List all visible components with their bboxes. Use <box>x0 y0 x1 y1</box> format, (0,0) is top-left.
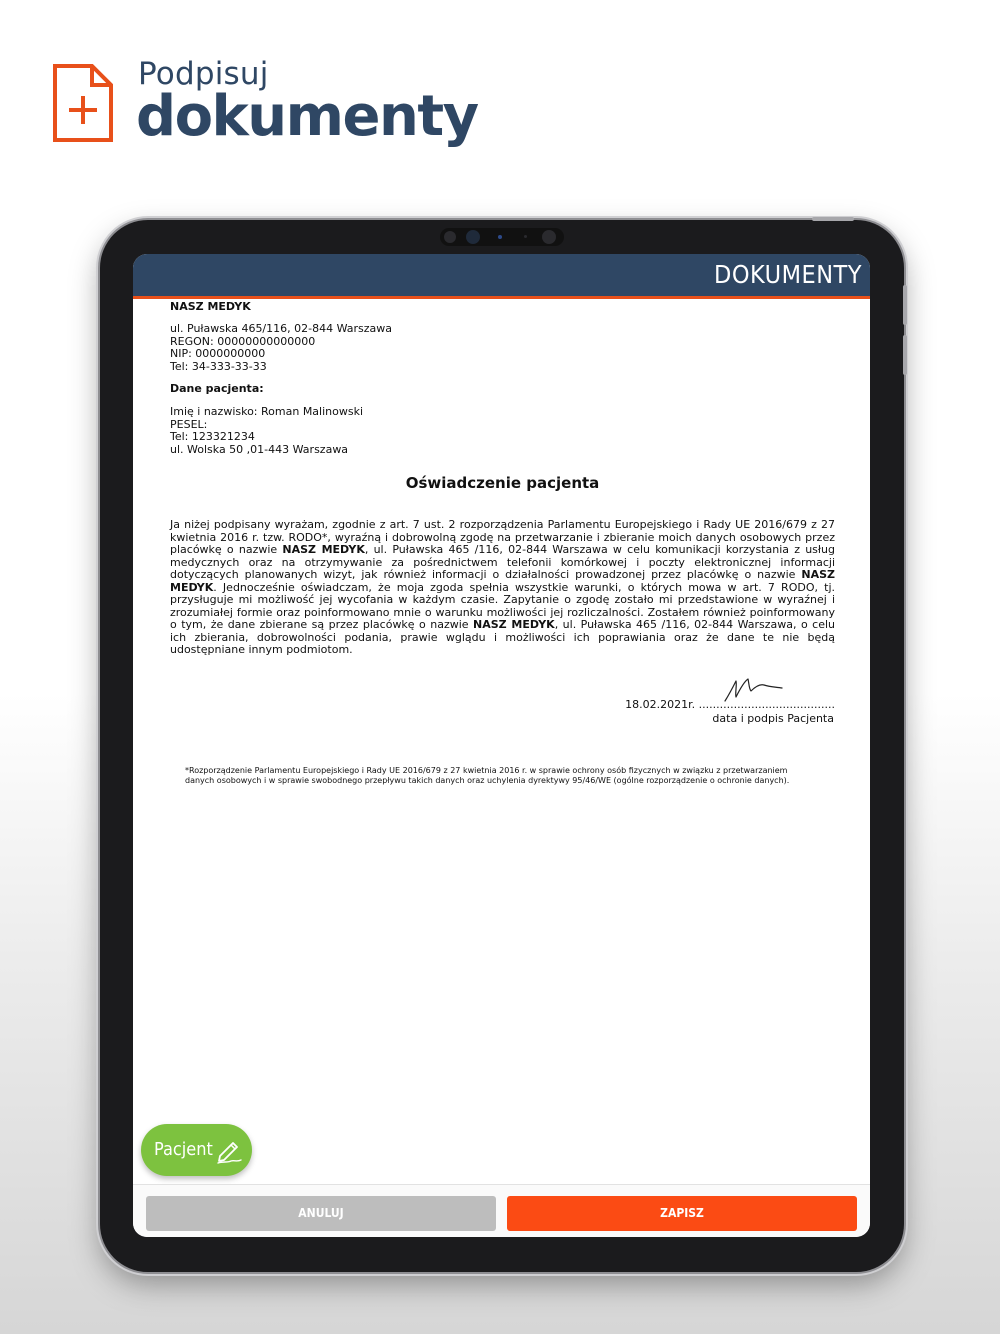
camera-sensor <box>524 235 527 238</box>
signature-date-line: 18.02.2021r. ....................................... <box>625 698 835 711</box>
clinic-nip: NIP: 0000000000 <box>170 347 266 360</box>
camera-sensor <box>498 235 502 239</box>
patient-heading: Dane pacjenta: <box>170 382 264 395</box>
tablet-volume-down-button <box>903 335 907 375</box>
consent-body <box>170 519 835 657</box>
pen-sign-icon <box>215 1136 243 1164</box>
app-header-title: DOKUMENTY <box>714 260 862 289</box>
clinic-phone: Tel: 34-333-33-33 <box>170 359 267 373</box>
camera-lens <box>466 230 480 244</box>
patient-name: Imię i nazwisko: Roman Malinowski <box>170 405 364 418</box>
promo-subtitle: Podpisuj <box>138 56 269 92</box>
document-title: Oświadczenie pacjenta <box>405 474 600 492</box>
body-segment-bold: NASZ MEDYK <box>473 618 555 631</box>
camera-bar <box>440 228 564 246</box>
clinic-details <box>170 323 392 373</box>
clinic-name: NASZ MEDYK <box>170 300 251 313</box>
app-header <box>133 254 870 299</box>
action-bar <box>133 1184 870 1237</box>
body-segment-bold: NASZ MEDYK <box>170 568 835 594</box>
patient-details <box>170 406 363 456</box>
tablet-screen <box>133 254 870 1237</box>
body-segment: Ja niżej podpisany wyrażam, zgodnie z art. 7 ust. 2 rozporządzenia Parlamentu Europejskiego i Rady UE 2016/679 z 27 kwietnia 2016 r. tzw. RODO*, wyraźną i dobrowolną zgodę na przetwarzanie i zbieranie moich danych osobowych przez placówkę o nazwie <box>170 518 835 556</box>
body-segment: . Jednocześnie oświadczam, że moja zgoda spełnia wszystkie warunki, o których mowa w art. 7 RODO, tj. przysługuje mi możliwość jej wycofania w każdym czasie. Zapytanie o zgodę zostało mi przedstawione w wyraźnej i zrozumiałej formie oraz poinformowano mnie o warunku możliwości jej rozliczalności. Zostałem również poinformowany o tym, że dane zbierane są przez placówkę o nazwie <box>170 580 835 631</box>
body-segment: , ul. Puławska 465 /116, 02-844 Warszawa, o celu ich zbierania, dobrowolności podania, prawie wglądu i możliwości ich poprawiania oraz że dane te nie będą udostępniane innym podmiotom. <box>170 618 835 656</box>
patient-phone: Tel: 123321234 <box>170 430 255 443</box>
signature-caption: data i podpis Pacjenta <box>712 712 834 725</box>
tablet-top-button <box>812 217 854 221</box>
patient-sign-button[interactable] <box>141 1124 252 1176</box>
camera-lens <box>444 231 456 243</box>
save-button[interactable]: ZAPISZ <box>507 1196 857 1231</box>
promo-title: dokumenty <box>136 84 478 149</box>
patient-pesel: PESEL: <box>170 417 208 431</box>
camera-lens <box>542 230 556 244</box>
body-segment: , ul. Puławska 465 /116, 02-844 Warszawa w celu komunikacji korzystania z usług medycznych oraz na otrzymywanie za pośrednictwem telefonii komórkowej i poczty elektronicznej informacji dotyczących planowanych wizyt, jak również informacji o działalności prowadzonej przez placówkę o nazwie <box>170 543 835 581</box>
document-plus-icon <box>52 63 114 143</box>
body-segment-bold: NASZ MEDYK <box>282 543 365 556</box>
clinic-address: ul. Puławska 465/116, 02-844 Warszawa <box>170 322 393 335</box>
footnote: *Rozporządzenie Parlamentu Europejskiego i Rady UE 2016/679 z 27 kwietnia 2016 r. w sprawie ochrony osób fizycznych w związku z przetwarzaniem danych osobowych i w sprawie swobodnego przepływu takich danych oraz uchylenia dyrektywy 95/46/WE (ogólne rozporządzenie o ochronie danych). <box>185 766 790 785</box>
patient-address: ul. Wolska 50 ,01-443 Warszawa <box>170 442 349 456</box>
cancel-button[interactable]: ANULUJ <box>146 1196 496 1231</box>
tablet-volume-up-button <box>903 285 907 325</box>
clinic-regon: REGON: 00000000000000 <box>170 334 316 348</box>
patient-sign-label: Pacjent <box>154 1139 213 1160</box>
